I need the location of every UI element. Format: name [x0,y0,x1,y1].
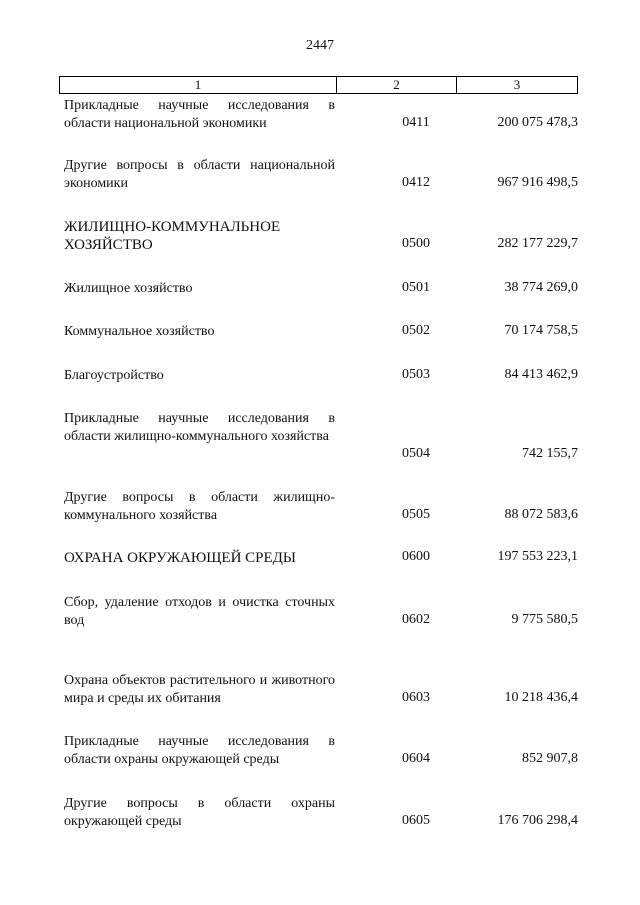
row-amount: 967 916 498,5 [497,175,578,190]
row-code: 0504 [402,446,430,461]
row-name: Благоустройство [64,368,164,383]
row-name: Коммунальное хозяйство [64,324,215,339]
row-amount: 852 907,8 [522,751,578,766]
row-code: 0603 [402,690,430,705]
row-code: 0503 [402,367,430,382]
column-header-1: 1 [60,77,337,93]
row-code: 0605 [402,813,430,828]
row-name: Сбор, удаление отходов и очистка сточных вод [64,595,335,628]
row-name: ОХРАНА ОКРУЖАЮЩЕЙ СРЕДЫ [64,550,296,566]
row-amount: 84 413 462,9 [504,367,578,382]
row-code: 0500 [402,236,430,251]
row-name: Жилищное хозяйство [64,281,193,296]
table-header [59,76,578,94]
row-name: Другие вопросы в области охраны окружающей среды [64,796,335,829]
row-code: 0604 [402,751,430,766]
row-amount: 70 174 758,5 [504,323,578,338]
row-amount: 38 774 269,0 [504,280,578,295]
row-code: 0501 [402,280,430,295]
page-number: 2447 [306,38,334,53]
row-code: 0505 [402,507,430,522]
row-amount: 197 553 223,1 [497,549,578,564]
row-name: Прикладные научные исследования в области жилищно-коммунального хозяйства [64,411,335,444]
column-header-3: 3 [513,77,521,92]
row-name: Другие вопросы в области жилищно-коммунального хозяйства [64,490,335,523]
row-name: Охрана объектов растительного и животного мира и среды их обитания [64,673,335,706]
row-amount: 282 177 229,7 [497,236,578,251]
row-amount: 742 155,7 [522,446,578,461]
row-code: 0412 [402,175,430,190]
row-amount: 88 072 583,6 [504,507,578,522]
row-name: Другие вопросы в области национальной экономики [64,158,335,191]
row-amount: 9 775 580,5 [511,612,578,627]
row-name: Прикладные научные исследования в области охраны окружающей среды [64,734,335,767]
row-code: 0600 [402,549,430,564]
row-code: 0502 [402,323,430,338]
row-amount: 200 075 478,3 [497,115,578,130]
row-amount: 10 218 436,4 [504,690,578,705]
row-name: ЖИЛИЩНО-КОММУНАЛЬНОЕ ХОЗЯЙСТВО [64,219,281,253]
row-amount: 176 706 298,4 [497,813,578,828]
row-code: 0602 [402,612,430,627]
column-header-2: 2 [337,77,457,93]
row-name: Прикладные научные исследования в области национальной экономики [64,98,335,131]
row-code: 0411 [402,115,430,130]
